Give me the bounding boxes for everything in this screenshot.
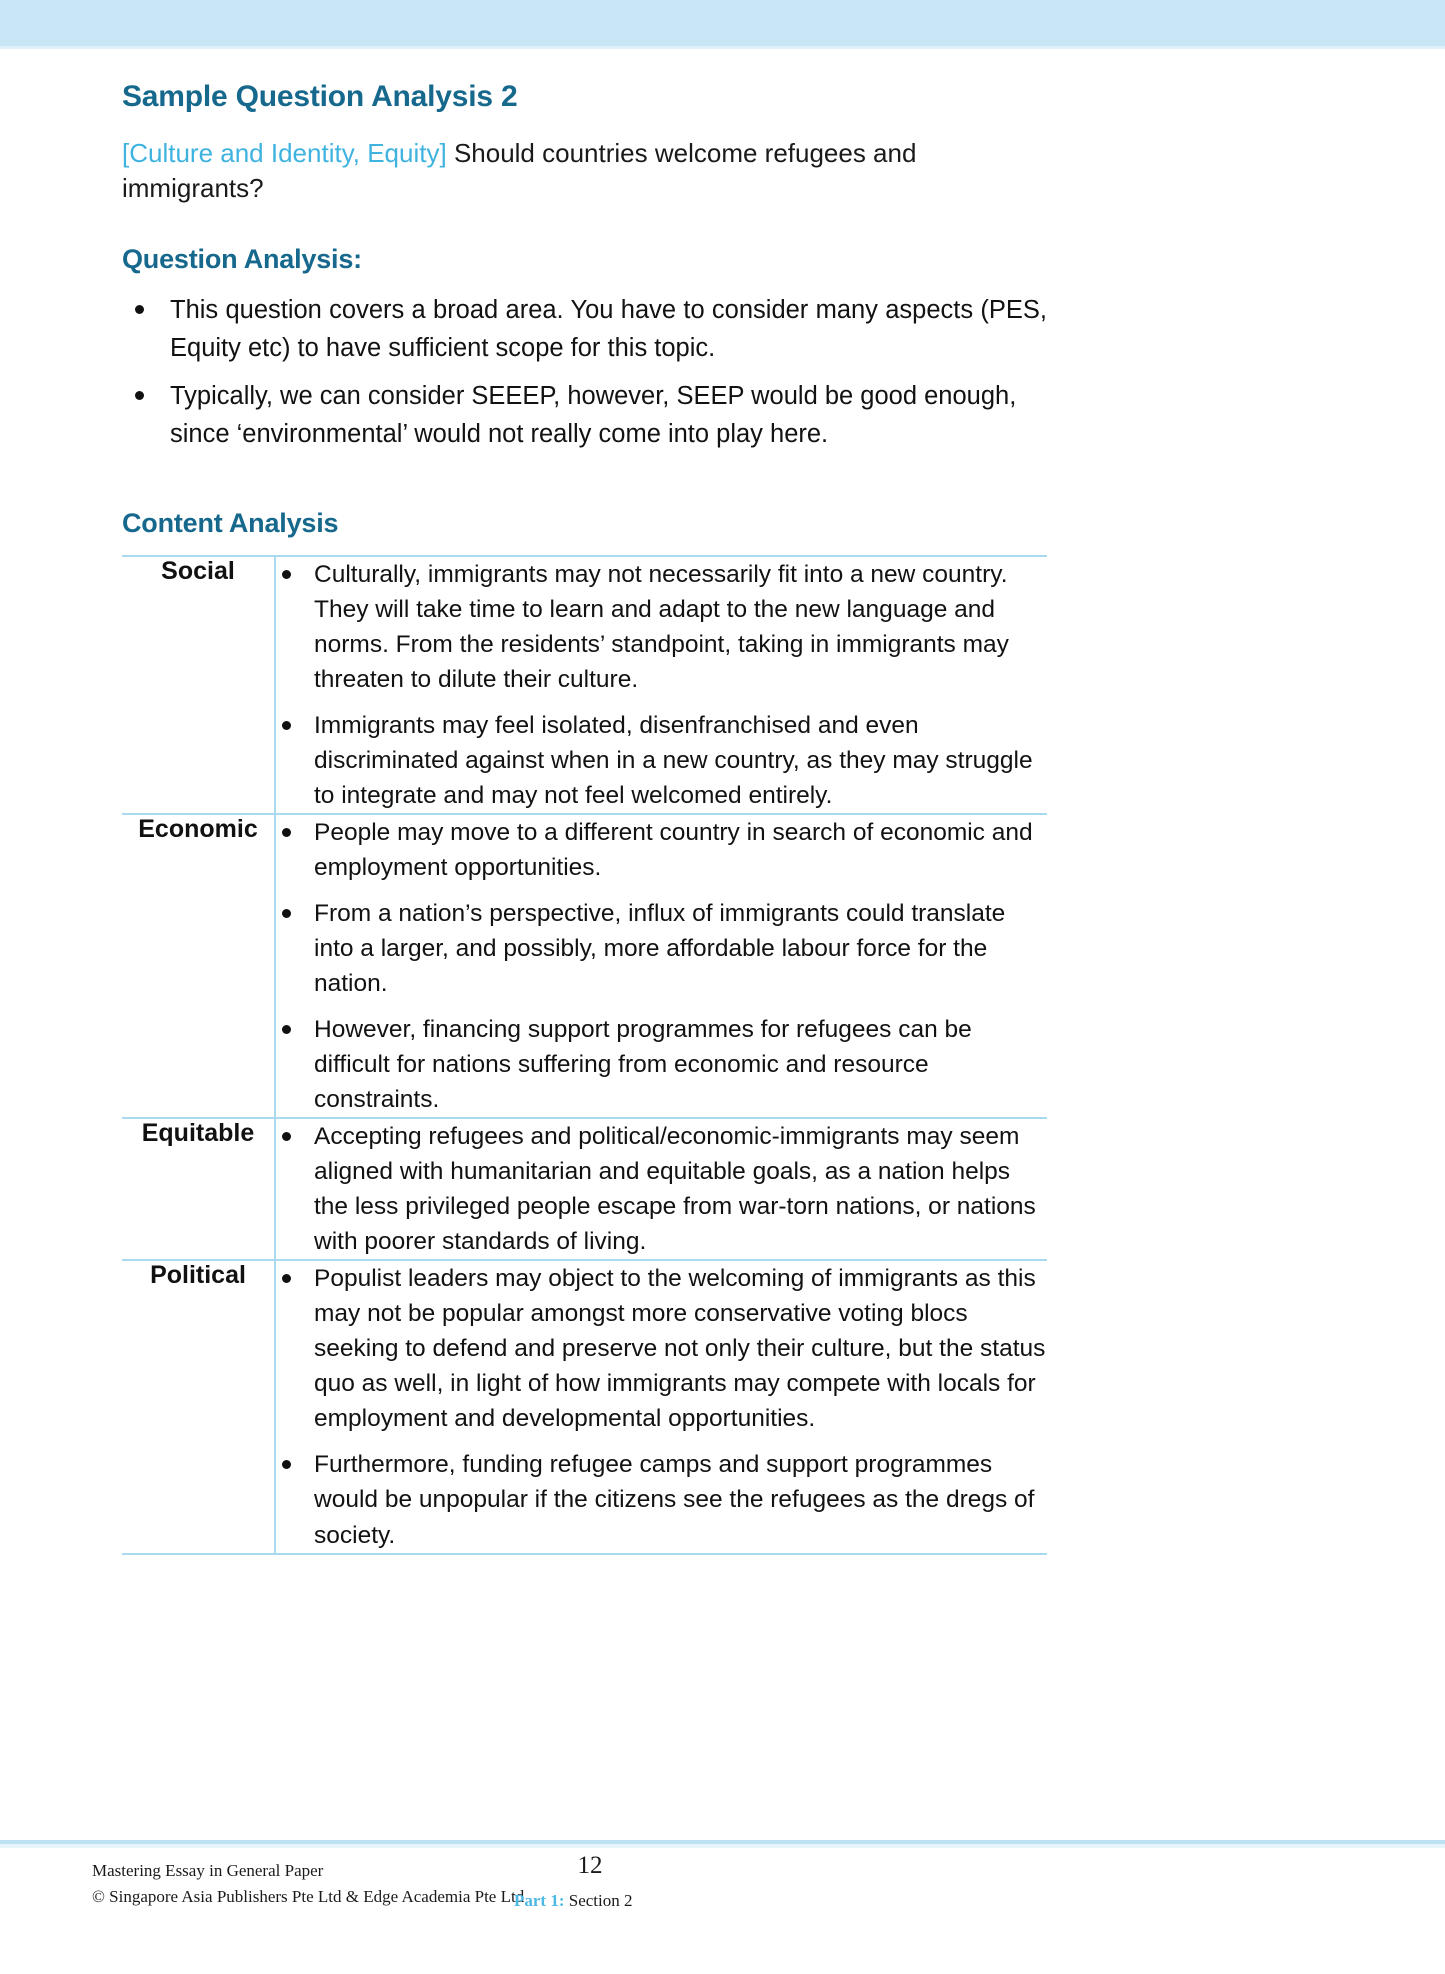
list-item: Furthermore, funding refugee camps and support programmes would be unpopular if the citizens see the refugees as the dregs of society. xyxy=(276,1447,1047,1552)
page-number: 12 xyxy=(577,1852,603,1879)
page-footer xyxy=(0,1852,1445,1942)
footer-copyright: © Singapore Asia Publishers Pte Ltd & Edge Academia Pte Ltd xyxy=(92,1886,525,1906)
row-category: Political xyxy=(122,1260,275,1553)
question-text: Should countries welcome refugees and immigrants? xyxy=(122,137,917,203)
list-item: People may move to a different country in search of economic and employment opportunities. xyxy=(276,815,1047,885)
list-item: Accepting refugees and political/economic-immigrants may seem aligned with humanitarian and equitable goals, as a nation helps the less privileged people escape from war-torn nations, or nations with poorer standards of living. xyxy=(276,1119,1047,1259)
list-item: However, financing support programmes for refugees can be difficult for nations suffering from economic and resource constraints. xyxy=(276,1012,1047,1117)
row-item-list xyxy=(276,815,1047,1117)
list-item: From a nation’s perspective, influx of immigrants could translate into a larger, and possibly, more affordable labour force for the nation. xyxy=(276,896,1047,1001)
row-items xyxy=(275,1118,1047,1260)
question-analysis-list xyxy=(122,275,1047,454)
question-analysis-heading: Question Analysis: xyxy=(122,243,362,274)
footer-section-name: Section 2 xyxy=(568,1891,633,1910)
row-category: Economic xyxy=(122,814,275,1118)
list-item: Immigrants may feel isolated, disenfranchised and even discriminated against when in a new country, as they may struggle to integrate and may not feel welcomed entirely. xyxy=(276,708,1047,813)
page-content xyxy=(122,0,1047,1555)
row-item-list xyxy=(276,1119,1047,1259)
list-item: Culturally, immigrants may not necessarily fit into a new country. They will take time to learn and adapt to the new language and norms. From the residents’ standpoint, taking in immigrants may threaten to dilute their culture. xyxy=(276,557,1047,697)
table-row xyxy=(122,1118,1047,1260)
row-items xyxy=(275,556,1047,814)
row-category: Equitable xyxy=(122,1118,275,1260)
row-category: Social xyxy=(122,556,275,814)
row-items xyxy=(275,814,1047,1118)
table-row xyxy=(122,814,1047,1118)
list-item: This question covers a broad area. You have to consider many aspects (PES, Equity etc) to have sufficient scope for this topic. xyxy=(122,291,1047,368)
footer-part-label: Part 1: xyxy=(514,1891,565,1910)
content-analysis-table xyxy=(122,555,1047,1555)
page-title: Sample Question Analysis 2 xyxy=(122,80,518,113)
list-item: Typically, we can consider SEEEP, however, SEEP would be good enough, since ‘environmental’ would not really come into play here. xyxy=(122,377,1047,454)
row-items xyxy=(275,1260,1047,1553)
footer-divider-soft xyxy=(0,1844,1445,1848)
row-item-list xyxy=(276,1261,1047,1552)
content-analysis-heading: Content Analysis xyxy=(122,507,339,538)
footer-book-title: Mastering Essay in General Paper xyxy=(92,1861,324,1880)
row-item-list xyxy=(276,557,1047,813)
footer-imprint xyxy=(92,1858,524,1909)
list-item: Populist leaders may object to the welcoming of immigrants as this may not be popular amongst more conservative voting blocs seeking to defend and preserve not only their culture, but the status quo as well, in light of how immigrants may compete with locals for employment and developmental opportunities. xyxy=(276,1261,1047,1436)
table-row xyxy=(122,1260,1047,1553)
topic-tag: [Culture and Identity, Equity] xyxy=(122,137,447,168)
footer-section-label xyxy=(514,1891,633,1911)
table-row xyxy=(122,556,1047,814)
question-prompt xyxy=(122,115,1047,206)
